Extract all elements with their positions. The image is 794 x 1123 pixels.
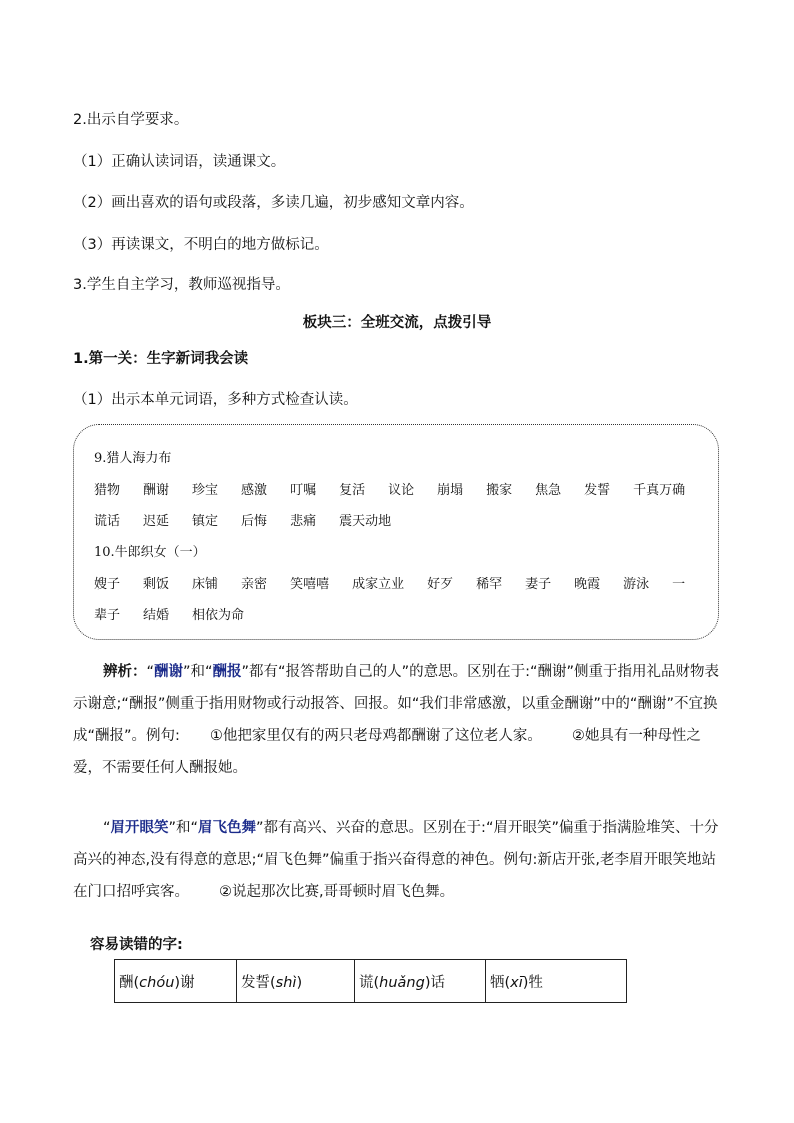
table-cell: 发誓(shì) — [237, 960, 355, 1003]
table-cell: 酬(chóu)谢 — [115, 960, 237, 1003]
vocab-word: 好歹 — [427, 577, 454, 592]
keyword-meifeisewu: 眉飞色舞 — [198, 820, 257, 836]
example-sentence-2: 说起那次比赛,哥哥顿时眉飞色舞。 — [232, 884, 455, 900]
vocab-word: 感激 — [241, 483, 268, 498]
quote-open: “ — [103, 820, 111, 836]
quote-mid: ”和“ — [183, 664, 213, 680]
table-cell: 牺(xī)牲 — [486, 960, 627, 1003]
vocab-word: 成家立业 — [352, 577, 405, 592]
lesson-9-row-2 — [94, 510, 414, 529]
vocab-word: 妻子 — [525, 577, 552, 592]
vocab-word: 悲痛 — [290, 514, 317, 529]
vocab-word: 震天动地 — [339, 514, 392, 529]
vocab-word: 珍宝 — [192, 483, 219, 498]
example-marker-1: ① — [209, 728, 223, 744]
analysis-body: ”都有“报答帮助自己的人”的意思。区别在于:“酬谢”侧重于指用礼品财物表示谢意;“酬报”侧重于指用财物或行动报答、回报。如“我们非常感激，以重金酬谢”中的“酬谢”不宜换成“酬报”。例句: — [73, 664, 719, 744]
lesson-10-row-1 — [94, 573, 685, 592]
vocab-word: 酬谢 — [143, 483, 170, 498]
lesson-9-title: 9.猎人海力布 — [94, 451, 172, 466]
lesson-10-row-2 — [94, 604, 267, 623]
vocab-word: 稀罕 — [476, 577, 503, 592]
vocab-word: 猎物 — [94, 483, 121, 498]
analysis-body: ”都有高兴、兴奋的意思。区别在于:“眉开眼笑”偏重于指满脸堆笑、十分高兴的神态,没有得意的意思;“眉飞色舞”偏重于指兴奋得意的神色。例句:新店开张,老李眉开眼笑地站在门口招呼宾客。 — [73, 820, 719, 900]
vocab-word: 复活 — [339, 483, 366, 498]
example-sentence-1: 他把家里仅有的两只老母鸡都酬谢了这位老人家。 — [222, 728, 542, 744]
errors-heading: 容易读错的字: — [90, 937, 183, 953]
lesson-9-row-1 — [94, 479, 685, 498]
vocab-word: 一 — [672, 577, 686, 592]
keyword-meikaiyanxiao: 眉开眼笑 — [110, 820, 169, 836]
requirement-3: （3）再读课文，不明白的地方做标记。 — [73, 237, 329, 253]
section-heading: 板块三：全班交流，点拨引导 — [302, 315, 492, 331]
analysis-paragraph-2 — [73, 812, 723, 908]
vocab-word: 后悔 — [241, 514, 268, 529]
vocab-word: 发誓 — [584, 483, 611, 498]
table-cell: 谎(huǎng)话 — [355, 960, 486, 1003]
vocab-word: 崩塌 — [437, 483, 464, 498]
step-2-text: 2.出示自学要求。 — [73, 112, 189, 128]
requirement-2: （2）画出喜欢的语句或段落，多读几遍，初步感知文章内容。 — [73, 195, 474, 211]
vocab-word: 议论 — [388, 483, 415, 498]
example-marker-2: ② — [219, 884, 232, 900]
keyword-chouxie: 酬谢 — [154, 664, 184, 680]
vocab-word: 晚霞 — [574, 577, 601, 592]
vocab-word: 笑嘻嘻 — [290, 577, 330, 592]
vocab-word: 相依为命 — [192, 608, 245, 623]
keyword-choubao: 酬报 — [212, 664, 242, 680]
vocab-word: 搬家 — [486, 483, 513, 498]
analysis-paragraph-1 — [73, 656, 723, 784]
step-3-text: 3.学生自主学习，教师巡视指导。 — [73, 277, 290, 293]
lesson-10-title: 10.牛郎织女（一） — [94, 545, 206, 560]
vocab-word: 亲密 — [241, 577, 268, 592]
vocab-word: 焦急 — [535, 483, 562, 498]
example-marker-2: ② — [571, 728, 585, 744]
level-1-heading: 1.第一关：生字新词我会读 — [73, 351, 249, 367]
pronunciation-table — [114, 959, 627, 1003]
vocab-word: 镇定 — [192, 514, 219, 529]
vocab-word: 剩饭 — [143, 577, 170, 592]
analysis-label: 辨析： — [103, 664, 147, 680]
vocab-word: 千真万确 — [633, 483, 686, 498]
example-sentence-2: 她具有一种母性之爱，不需要任何人酬报她。 — [73, 728, 701, 776]
requirement-1: （1）正确认读词语，读通课文。 — [73, 154, 286, 170]
quote-mid: ”和“ — [168, 820, 199, 836]
vocab-word: 结婚 — [143, 608, 170, 623]
vocab-word: 嫂子 — [94, 577, 121, 592]
vocab-word: 辈子 — [94, 608, 121, 623]
vocab-word: 游泳 — [623, 577, 650, 592]
level-1-subtext: （1）出示本单元词语，多种方式检查认读。 — [73, 392, 358, 408]
vocab-word: 谎话 — [94, 514, 121, 529]
vocab-word: 叮嘱 — [290, 483, 317, 498]
quote-open: “ — [146, 664, 155, 680]
vocabulary-box — [73, 424, 719, 640]
vocab-word: 迟延 — [143, 514, 170, 529]
table-row — [115, 960, 627, 1003]
vocab-word: 床铺 — [192, 577, 219, 592]
